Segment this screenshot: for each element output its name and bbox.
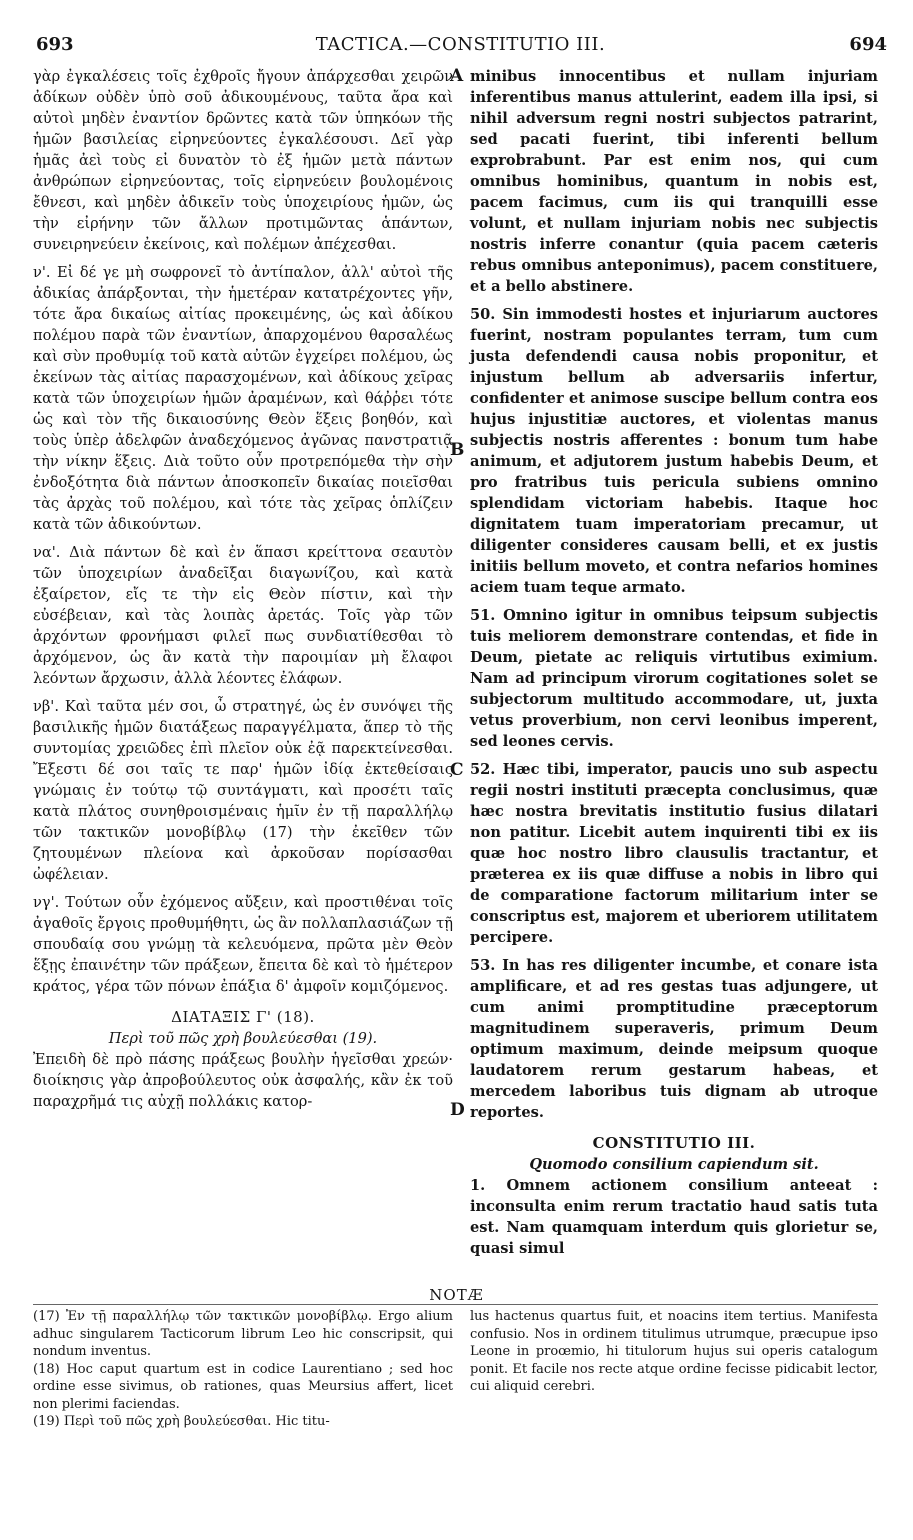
greek-section-subtitle: Περὶ τοῦ πῶς χρὴ βουλεύεσθαι (19). bbox=[108, 1030, 378, 1047]
notes-title: NOTÆ bbox=[429, 1286, 484, 1304]
latin-section-subtitle: Quomodo consilium capiendum sit. bbox=[529, 1156, 819, 1173]
right-page-number: 694 bbox=[849, 34, 887, 55]
margin-marker-a: A bbox=[450, 66, 464, 86]
running-title: TACTICA.—CONSTITUTIO III. bbox=[315, 34, 606, 55]
greek-section-title: ΔΙΑΤΑΞΙΣ Γ' (18). bbox=[171, 1008, 315, 1026]
greek-paragraph-53: νγ'. Τούτων οὖν ἐχόμενος αὔξειν, καὶ προστιθέναι τοῖς ἀγαθοῖς ἔργοις προθυμήθητι, ὡς ἂν πολλαπλασιάζων τῇ σπουδαίᾳ σου γνώμῃ τὰ κελευόμενα, πρῶτα μὲν Θεὸν ἕξῃς ἐπαινέτην τῶν πράξεων, ἔπειτα δὲ καὶ τὸ ἡμέτερον κράτος, γέρα τῶν πόνων ἐπάξια δ' ἀμφοῖν κομιζόμενος. bbox=[33, 894, 453, 995]
note-continuation: lus hactenus quartus fuit, et noacins item tertius. Manifesta confusio. Nos in ordinem titulimus utrumque, præcupue ipso Leone in proœmio, hi titulorum hujus sui operis catalogum ponit. Et facile nos recte atque ordine fecisse pidicabit lector, cui aliquid cerebri. bbox=[470, 1309, 878, 1394]
latin-column bbox=[470, 66, 878, 1259]
latin-paragraph-52: 52. Hæc tibi, imperator, paucis uno sub aspectu regii nostri instituti præcepta conclusimus, quæ hæc nostra brevitatis institutio fusius dilatari non patitur. Licebit autem inquirenti tibi ex iis quæ hoc nostro libro clausulis tractantur, et præterea ex iis quæ diffuse a nobis in libro qui de comparatione factorum militarium inter se conscriptus est, majorem et uberiorem utilitatem percipere. bbox=[470, 761, 878, 946]
note-19: (19) Περὶ τοῦ πῶς χρὴ βουλεύεσθαι. Hic titu- bbox=[33, 1414, 330, 1429]
latin-paragraph-1: minibus innocentibus et nullam injuriam inferentibus manus attulerint, eadem illa ipsi, si nihil adversum regni nostri subjectos patrarint, sed pacati fuerint, tibi inferenti bellum exprobrabunt. Par est enim nos, qui cum omnibus hominibus, quantum in nobis est, pacem facimus, cum iis qui tranquilli esse volunt, et nullam injuriam nobis nec subjectis nostris inferre conantur (quia pacem cæteris rebus omnibus anteponimus), pacem constituere, et a bello abstinere. bbox=[470, 68, 878, 295]
latin-paragraph-6: 1. Omnem actionem consilium anteeat : inconsulta enim rerum tractatio haud satis tuta est. Nam quamquam interdum quis glorietur se, quasi simul bbox=[470, 1177, 878, 1257]
greek-paragraph-50: ν'. Εἰ δέ γε μὴ σωφρονεῖ τὸ ἀντίπαλον, ἀλλ' αὐτοὶ τῆς ἀδικίας ἀπάρξονται, τὴν ἡμετέραν κατατρέχοντες γῆν, τότε ἄρα δικαίως αἰτίας προκειμένης, ὡς καὶ ἀδίκου πολέμου παρὰ τῶν ἐναντίων, ἀπαρχομένου θαρσαλέως καὶ σὺν προθυμίᾳ τοῦ κατὰ αὐτῶν ἐγχείρει πολέμου, ὡς ἐκείνων τὰς αἰτίας παρασχομένων, καὶ ἀδίκους χεῖρας κατὰ τῶν ὑποχειρίων ἡμῶν ἀραμένων, καὶ θάῤῥει τότε ὡς καὶ τὸν τῆς δικαιοσύνης Θεὸν ἕξεις βοηθόν, καὶ τοὺς ὑπὲρ ἀδελφῶν ἀναδεχόμενος ἀγῶνας πανστρατιᾷ τὴν νίκην ἕξεις. Διὰ τοῦτο οὖν προτρεπόμεθα τὴν σὴν ἐνδοξότητα διὰ πάντων ἀποσκοπεῖν δικαίας ποιεῖσθαι τὰς ἀρχὰς τοῦ πολέμου, καὶ τότε τὰς χεῖρας ὁπλίζειν κατὰ τῶν ἀδικούντων. bbox=[33, 264, 453, 533]
latin-paragraph-50: 50. Sin immodesti hostes et injuriarum auctores fuerint, nostram populantes terram, tum cum justa defendendi causa nobis proponitur, et injustum bellum ab adversariis infertur, confidenter et animose suscipe bellum contra eos hujus injustitiæ auctores, et violentas manus subjectis nostris afferentes : bonum tum habe animum, et adjutorem justum habebis Deum, et pro fratribus tuis pericula subiens omnino splendidam victoriam habebis. Itaque hoc dignitatem tuam imperatoriam precamur, ut diligenter consideres causam belli, et ex justis initiis bellum moveto, et contra nefarios homines aciem tuam teque armato. bbox=[470, 306, 878, 596]
note-17: (17) Ἐν τῇ παραλλήλῳ τῶν τακτικῶν μονοβίβλῳ. Ergo alium adhuc singularem Tacticorum librum Leo hic conscripsit, qui nondum inventus. bbox=[33, 1309, 453, 1359]
latin-paragraph-51: 51. Omnino igitur in omnibus teipsum subjectis tuis meliorem demonstrare contendas, et fide in Deum, pietate ac reliquis virtutibus eximium. Nam ad principum virorum cogitationes solet se subjectorum multitudo accommodare, ut, juxta vetus proverbium, non cervi leonibus imperent, sed leones cervis. bbox=[470, 607, 878, 750]
greek-paragraph-1: γὰρ ἐγκαλέσεις τοῖς ἐχθροῖς ἤγουν ἀπάρχεσθαι χειρῶν ἀδίκων οὐδὲν ὑπὸ σοῦ ἀδικουμένους, ταῦτα ἄρα καὶ αὐτοὶ μηδὲν ἐναντίον δρῶντες κατὰ τῶν ὑπηκόων τῆς ἡμῶν βασιλείας εἰρηνεύοντες ἐγκαλέσουσι. Δεῖ γὰρ ἡμᾶς ἀεὶ τοὺς εἰ δυνατὸν τὸ ἐξ ἡμῶν μετὰ πάντων ἀνθρώπων εἰρηνεύοντας, τοῖς εἰρηνεύειν βουλομένοις ἔθνεσι, καὶ μηδὲν ἀδικεῖν τοὺς ὑποχειρίους ἡμῶν, ὡς τὴν εἰρήνην τῶν ἄλλων προτιμῶντας ἁπάντων, συνειρηνεύειν ἐκείνοις, καὶ πολέμων ἀπέχεσθαι. bbox=[33, 68, 453, 253]
notes-divider bbox=[33, 1304, 878, 1305]
greek-paragraph-52: νβ'. Καὶ ταῦτα μέν σοι, ὦ στρατηγέ, ὡς ἐν συνόψει τῆς βασιλικῆς ἡμῶν διατάξεως παραγγέλματα, ἅπερ τὸ τῆς συντομίας χρειῶδες ἐπὶ πλεῖον οὐκ ἐᾷ παρεκτείνεσθαι. Ἔξεστι δέ σοι ταῖς τε παρ' ἡμῶν ἰδίᾳ ἐκτεθείσαις γνώμαις ἐν τούτῳ τῷ συντάγματι, καὶ προσέτι ταῖς κατὰ πλάτος συνηθροισμέναις ἡμῖν ἐν τῇ παραλλήλῳ τῶν τακτικῶν μονοβίβλῳ (17) τὴν ἐκεῖθεν τῶν ζητουμένων πλείονα καὶ ἀρκοῦσαν πορίσασθαι ὠφέλειαν. bbox=[33, 698, 453, 883]
margin-marker-d: D bbox=[450, 1100, 465, 1120]
note-18: (18) Hoc caput quartum est in codice Laurentiano ; sed hoc ordine esse sivimus, ob rationes, quas Meursius affert, licet non plerimi faciendas. bbox=[33, 1361, 453, 1412]
left-page-number: 693 bbox=[36, 34, 74, 55]
notes-left-column bbox=[33, 1308, 453, 1431]
page-header bbox=[30, 34, 891, 58]
latin-section-title: CONSTITUTIO III. bbox=[592, 1134, 756, 1152]
greek-column bbox=[33, 66, 453, 1112]
margin-marker-b: B bbox=[450, 440, 465, 460]
greek-paragraph-6: Ἐπειδὴ δὲ πρὸ πάσης πράξεως βουλὴν ἡγεῖσθαι χρεών· διοίκησις γὰρ ἀπροβούλευτος οὐκ ἀσφαλής, κἂν ἐκ τοῦ παραχρῆμά τις αὐχῇ πολλάκις κατορ- bbox=[33, 1051, 453, 1110]
margin-marker-c: C bbox=[450, 760, 464, 780]
greek-paragraph-51: να'. Διὰ πάντων δὲ καὶ ἐν ἅπασι κρείττονα σεαυτὸν τῶν ὑποχειρίων ἀναδεῖξαι διαγωνίζου, καὶ κατὰ ἐξαίρετον, εἴς τε τὴν εἰς Θεὸν πίστιν, καὶ τὴν εὐσέβειαν, καὶ τὰς λοιπὰς ἀρετάς. Τοῖς γὰρ τῶν ἀρχόντων φρονήμασι φιλεῖ πως συνδιατίθεσθαι τὸ ἀρχόμενον, ὡς ἂν κατὰ τὴν παροιμίαν μὴ ἔλαφοι λεόντων ἄρχωσιν, ἀλλὰ λέοντες ἐλάφων. bbox=[33, 544, 453, 687]
latin-paragraph-53: 53. In has res diligenter incumbe, et conare ista amplificare, et ad res gestas tuas adjungere, ut cum animi promptitudine præceptorum magnitudinem superaveris, primum Deum optimum maximum, deinde meipsum quoque laudatorem rerum gestarum habeas, et mercedem laboribus tuis dignam ab utroque reportes. bbox=[470, 957, 878, 1121]
notes-right-column bbox=[470, 1308, 878, 1396]
